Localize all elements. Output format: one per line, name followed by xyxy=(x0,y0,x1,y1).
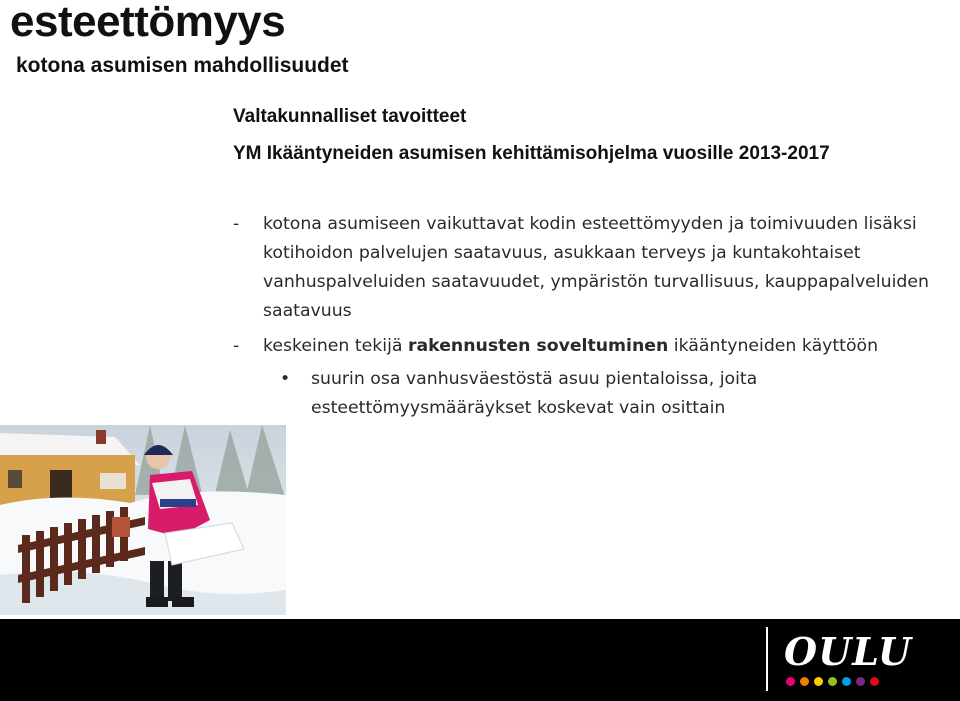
slide-subtitle: kotona asumisen mahdollisuudet xyxy=(16,54,349,77)
logo-dot xyxy=(870,677,879,686)
dash-marker: - xyxy=(233,214,240,234)
section-heading-national-goals: Valtakunnalliset tavoitteet xyxy=(233,106,467,127)
list-item-text-end: ikääntyneiden käyttöön xyxy=(668,336,879,356)
list-item-text: kotona asumiseen vaikuttavat kodin esteettömyyden ja toimivuuden lisäksi kotihoidon palvelujen saatavuus, asukkaan terveys ja kuntakohtaiset vanhuspalveluiden saatavuudet, ympäristön turvallisuus, kauppapalveluiden saatavuus xyxy=(263,214,929,321)
logo-dot xyxy=(828,677,837,686)
logo-dot xyxy=(786,677,795,686)
sub-list-item-text: suurin osa vanhusväestöstä asuu pientaloissa, joita esteettömyysmääräykset koskevat vain osittain xyxy=(311,369,758,418)
logo-dot xyxy=(800,677,809,686)
section-heading-programme: YM Ikääntyneiden asumisen kehittämisohjelma vuosille 2013-2017 xyxy=(233,143,830,164)
oulu-logo: OULU xyxy=(784,629,913,674)
list-item-emphasis: rakennusten soveltuminen xyxy=(407,336,669,356)
logo-color-dots xyxy=(786,677,879,686)
logo-dot xyxy=(814,677,823,686)
footer-divider xyxy=(766,627,768,691)
list-item xyxy=(233,332,948,361)
bullet-marker: • xyxy=(280,369,291,389)
footer-bar xyxy=(0,619,960,701)
sub-list-item xyxy=(233,365,948,423)
logo-dot xyxy=(842,677,851,686)
winter-snow-shoveling-photo xyxy=(0,425,286,615)
dash-marker: - xyxy=(233,336,240,356)
list-item-text-start: keskeinen tekijä xyxy=(263,336,408,356)
logo-dot xyxy=(856,677,865,686)
slide-title: esteettömyys xyxy=(10,0,286,46)
list-item xyxy=(233,210,948,326)
content-list xyxy=(233,210,948,423)
